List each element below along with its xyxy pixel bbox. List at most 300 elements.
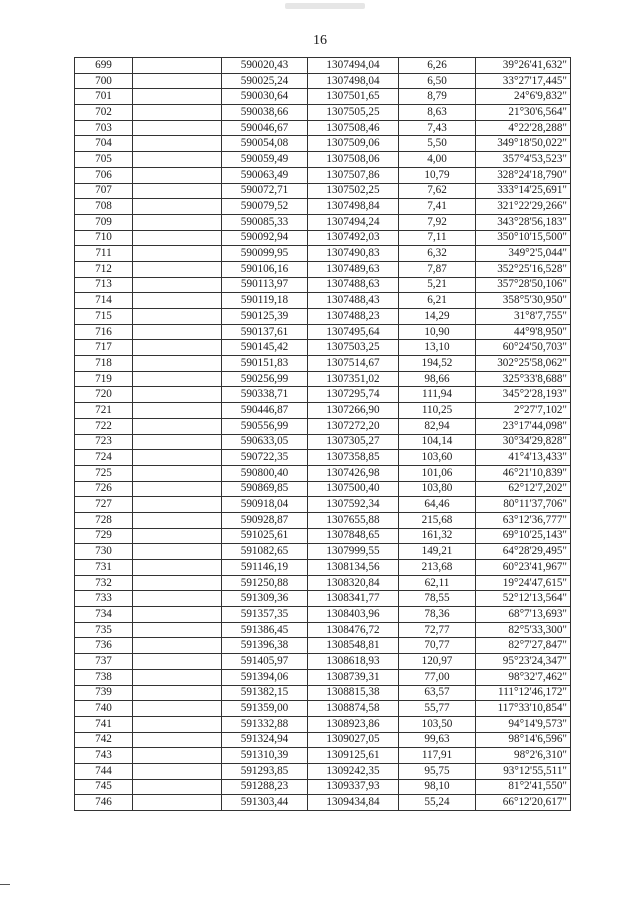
- x-coordinate-cell: 591082,65: [222, 544, 308, 560]
- empty-cell: [133, 199, 222, 215]
- table-row: [75, 575, 571, 591]
- length-cell: 10,79: [399, 167, 476, 183]
- point-number-cell: 733: [75, 591, 133, 607]
- x-coordinate-cell: 590113,97: [222, 277, 308, 293]
- table-row: [75, 105, 571, 121]
- point-number-cell: 700: [75, 73, 133, 89]
- length-cell: 5,21: [399, 277, 476, 293]
- y-coordinate-cell: 1307498,04: [308, 73, 399, 89]
- table-row: [75, 324, 571, 340]
- y-coordinate-cell: 1307272,20: [308, 418, 399, 434]
- x-coordinate-cell: 590800,40: [222, 465, 308, 481]
- empty-cell: [133, 701, 222, 717]
- bearing-cell: 80°11'37,706": [476, 497, 571, 513]
- x-coordinate-cell: 591359,00: [222, 701, 308, 717]
- point-number-cell: 735: [75, 622, 133, 638]
- empty-cell: [133, 638, 222, 654]
- bearing-cell: 111°12'46,172": [476, 685, 571, 701]
- bearing-cell: 302°25'58,062": [476, 356, 571, 372]
- x-coordinate-cell: 590054,08: [222, 136, 308, 152]
- table-row: [75, 434, 571, 450]
- x-coordinate-cell: 591288,23: [222, 779, 308, 795]
- point-number-cell: 728: [75, 512, 133, 528]
- point-number-cell: 703: [75, 120, 133, 136]
- point-number-cell: 725: [75, 465, 133, 481]
- empty-cell: [133, 214, 222, 230]
- y-coordinate-cell: 1308739,31: [308, 669, 399, 685]
- y-coordinate-cell: 1308874,58: [308, 701, 399, 717]
- table-row: [75, 246, 571, 262]
- table-row: [75, 387, 571, 403]
- bearing-cell: 333°14'25,691": [476, 183, 571, 199]
- x-coordinate-cell: 590025,24: [222, 73, 308, 89]
- length-cell: 161,32: [399, 528, 476, 544]
- bearing-cell: 81°2'41,550": [476, 779, 571, 795]
- x-coordinate-cell: 591332,88: [222, 716, 308, 732]
- y-coordinate-cell: 1307592,34: [308, 497, 399, 513]
- point-number-cell: 726: [75, 481, 133, 497]
- point-number-cell: 711: [75, 246, 133, 262]
- y-coordinate-cell: 1307999,55: [308, 544, 399, 560]
- bearing-cell: 21°30'6,564": [476, 105, 571, 121]
- edge-mark: [0, 884, 10, 885]
- empty-cell: [133, 575, 222, 591]
- x-coordinate-cell: 591293,85: [222, 763, 308, 779]
- length-cell: 14,29: [399, 309, 476, 325]
- y-coordinate-cell: 1307489,63: [308, 261, 399, 277]
- length-cell: 77,00: [399, 669, 476, 685]
- y-coordinate-cell: 1307488,63: [308, 277, 399, 293]
- y-coordinate-cell: 1308548,81: [308, 638, 399, 654]
- point-number-cell: 717: [75, 340, 133, 356]
- bearing-cell: 63°12'36,777": [476, 512, 571, 528]
- length-cell: 72,77: [399, 622, 476, 638]
- point-number-cell: 738: [75, 669, 133, 685]
- length-cell: 98,66: [399, 371, 476, 387]
- empty-cell: [133, 654, 222, 670]
- x-coordinate-cell: 590046,67: [222, 120, 308, 136]
- empty-cell: [133, 622, 222, 638]
- length-cell: 62,11: [399, 575, 476, 591]
- length-cell: 103,50: [399, 716, 476, 732]
- x-coordinate-cell: 590338,71: [222, 387, 308, 403]
- x-coordinate-cell: 590079,52: [222, 199, 308, 215]
- table-row: [75, 371, 571, 387]
- table-row: [75, 277, 571, 293]
- y-coordinate-cell: 1308134,56: [308, 560, 399, 576]
- point-number-cell: 720: [75, 387, 133, 403]
- point-number-cell: 704: [75, 136, 133, 152]
- bearing-cell: 62°12'7,202": [476, 481, 571, 497]
- table-row: [75, 183, 571, 199]
- point-number-cell: 727: [75, 497, 133, 513]
- y-coordinate-cell: 1307426,98: [308, 465, 399, 481]
- length-cell: 103,80: [399, 481, 476, 497]
- x-coordinate-cell: 591405,97: [222, 654, 308, 670]
- y-coordinate-cell: 1307490,83: [308, 246, 399, 262]
- table-row: [75, 450, 571, 466]
- table-row: [75, 638, 571, 654]
- x-coordinate-cell: 590020,43: [222, 58, 308, 74]
- x-coordinate-cell: 590446,87: [222, 403, 308, 419]
- coordinates-table: [74, 57, 571, 811]
- x-coordinate-cell: 591303,44: [222, 795, 308, 811]
- y-coordinate-cell: 1307495,64: [308, 324, 399, 340]
- y-coordinate-cell: 1307305,27: [308, 434, 399, 450]
- point-number-cell: 709: [75, 214, 133, 230]
- bearing-cell: 19°24'47,615": [476, 575, 571, 591]
- point-number-cell: 740: [75, 701, 133, 717]
- length-cell: 95,75: [399, 763, 476, 779]
- length-cell: 7,11: [399, 230, 476, 246]
- empty-cell: [133, 246, 222, 262]
- y-coordinate-cell: 1307498,84: [308, 199, 399, 215]
- empty-cell: [133, 779, 222, 795]
- x-coordinate-cell: 590092,94: [222, 230, 308, 246]
- y-coordinate-cell: 1307501,65: [308, 89, 399, 105]
- point-number-cell: 715: [75, 309, 133, 325]
- bearing-cell: 24°6'9,832": [476, 89, 571, 105]
- y-coordinate-cell: 1308476,72: [308, 622, 399, 638]
- length-cell: 82,94: [399, 418, 476, 434]
- point-number-cell: 743: [75, 748, 133, 764]
- empty-cell: [133, 418, 222, 434]
- bearing-cell: 2°27'7,102": [476, 403, 571, 419]
- table-row: [75, 779, 571, 795]
- table-row: [75, 73, 571, 89]
- y-coordinate-cell: 1307492,03: [308, 230, 399, 246]
- length-cell: 78,55: [399, 591, 476, 607]
- x-coordinate-cell: 591025,61: [222, 528, 308, 544]
- x-coordinate-cell: 591357,35: [222, 607, 308, 623]
- point-number-cell: 706: [75, 167, 133, 183]
- empty-cell: [133, 544, 222, 560]
- table-row: [75, 748, 571, 764]
- bearing-cell: 64°28'29,495": [476, 544, 571, 560]
- length-cell: 7,43: [399, 120, 476, 136]
- empty-cell: [133, 167, 222, 183]
- empty-cell: [133, 183, 222, 199]
- point-number-cell: 716: [75, 324, 133, 340]
- length-cell: 8,79: [399, 89, 476, 105]
- x-coordinate-cell: 591250,88: [222, 575, 308, 591]
- bearing-cell: 94°14'9,573": [476, 716, 571, 732]
- empty-cell: [133, 403, 222, 419]
- point-number-cell: 719: [75, 371, 133, 387]
- table-row: [75, 763, 571, 779]
- bearing-cell: 82°5'33,300": [476, 622, 571, 638]
- y-coordinate-cell: 1309337,93: [308, 779, 399, 795]
- point-number-cell: 702: [75, 105, 133, 121]
- point-number-cell: 701: [75, 89, 133, 105]
- bearing-cell: 23°17'44,098": [476, 418, 571, 434]
- point-number-cell: 741: [75, 716, 133, 732]
- empty-cell: [133, 512, 222, 528]
- point-number-cell: 729: [75, 528, 133, 544]
- empty-cell: [133, 607, 222, 623]
- table-row: [75, 340, 571, 356]
- empty-cell: [133, 795, 222, 811]
- point-number-cell: 707: [75, 183, 133, 199]
- empty-cell: [133, 748, 222, 764]
- bearing-cell: 4°22'28,288": [476, 120, 571, 136]
- x-coordinate-cell: 590918,04: [222, 497, 308, 513]
- empty-cell: [133, 73, 222, 89]
- empty-cell: [133, 230, 222, 246]
- bearing-cell: 60°23'41,967": [476, 560, 571, 576]
- point-number-cell: 714: [75, 293, 133, 309]
- bearing-cell: 343°28'56,183": [476, 214, 571, 230]
- point-number-cell: 718: [75, 356, 133, 372]
- x-coordinate-cell: 590125,39: [222, 309, 308, 325]
- length-cell: 10,90: [399, 324, 476, 340]
- table-row: [75, 309, 571, 325]
- bearing-cell: 46°21'10,839": [476, 465, 571, 481]
- length-cell: 78,36: [399, 607, 476, 623]
- bearing-cell: 93°12'55,511": [476, 763, 571, 779]
- bearing-cell: 357°4'53,523": [476, 152, 571, 168]
- x-coordinate-cell: 590072,71: [222, 183, 308, 199]
- bearing-cell: 350°10'15,500": [476, 230, 571, 246]
- table-row: [75, 607, 571, 623]
- table-row: [75, 261, 571, 277]
- page-number: 16: [313, 33, 327, 48]
- table-row: [75, 497, 571, 513]
- bearing-cell: 82°7'27,847": [476, 638, 571, 654]
- empty-cell: [133, 261, 222, 277]
- point-number-cell: 722: [75, 418, 133, 434]
- y-coordinate-cell: 1308923,86: [308, 716, 399, 732]
- table-row: [75, 701, 571, 717]
- x-coordinate-cell: 591324,94: [222, 732, 308, 748]
- empty-cell: [133, 434, 222, 450]
- y-coordinate-cell: 1307508,46: [308, 120, 399, 136]
- empty-cell: [133, 58, 222, 74]
- bearing-cell: 349°18'50,022": [476, 136, 571, 152]
- x-coordinate-cell: 590085,33: [222, 214, 308, 230]
- point-number-cell: 721: [75, 403, 133, 419]
- length-cell: 55,24: [399, 795, 476, 811]
- y-coordinate-cell: 1308341,77: [308, 591, 399, 607]
- point-number-cell: 746: [75, 795, 133, 811]
- y-coordinate-cell: 1307509,06: [308, 136, 399, 152]
- empty-cell: [133, 481, 222, 497]
- bearing-cell: 358°5'30,950": [476, 293, 571, 309]
- y-coordinate-cell: 1307500,40: [308, 481, 399, 497]
- empty-cell: [133, 277, 222, 293]
- length-cell: 6,50: [399, 73, 476, 89]
- y-coordinate-cell: 1308815,38: [308, 685, 399, 701]
- length-cell: 111,94: [399, 387, 476, 403]
- point-number-cell: 736: [75, 638, 133, 654]
- y-coordinate-cell: 1307488,43: [308, 293, 399, 309]
- x-coordinate-cell: 591396,38: [222, 638, 308, 654]
- empty-cell: [133, 340, 222, 356]
- length-cell: 13,10: [399, 340, 476, 356]
- x-coordinate-cell: 590063,49: [222, 167, 308, 183]
- length-cell: 120,97: [399, 654, 476, 670]
- empty-cell: [133, 293, 222, 309]
- table-row: [75, 120, 571, 136]
- empty-cell: [133, 716, 222, 732]
- x-coordinate-cell: 590099,95: [222, 246, 308, 262]
- empty-cell: [133, 136, 222, 152]
- table-row: [75, 795, 571, 811]
- bearing-cell: 349°2'5,044": [476, 246, 571, 262]
- table-row: [75, 481, 571, 497]
- bearing-cell: 98°32'7,462": [476, 669, 571, 685]
- y-coordinate-cell: 1307848,65: [308, 528, 399, 544]
- table-row: [75, 622, 571, 638]
- empty-cell: [133, 152, 222, 168]
- x-coordinate-cell: 590151,83: [222, 356, 308, 372]
- point-number-cell: 731: [75, 560, 133, 576]
- point-number-cell: 708: [75, 199, 133, 215]
- bearing-cell: 44°9'8,950": [476, 324, 571, 340]
- empty-cell: [133, 465, 222, 481]
- empty-cell: [133, 685, 222, 701]
- bearing-cell: 321°22'29,266": [476, 199, 571, 215]
- bearing-cell: 345°2'28,193": [476, 387, 571, 403]
- x-coordinate-cell: 590145,42: [222, 340, 308, 356]
- bearing-cell: 95°23'24,347": [476, 654, 571, 670]
- empty-cell: [133, 387, 222, 403]
- x-coordinate-cell: 590059,49: [222, 152, 308, 168]
- y-coordinate-cell: 1308403,96: [308, 607, 399, 623]
- bearing-cell: 117°33'10,854": [476, 701, 571, 717]
- bearing-cell: 52°12'13,564": [476, 591, 571, 607]
- x-coordinate-cell: 590556,99: [222, 418, 308, 434]
- point-number-cell: 730: [75, 544, 133, 560]
- point-number-cell: 724: [75, 450, 133, 466]
- x-coordinate-cell: 591394,06: [222, 669, 308, 685]
- point-number-cell: 739: [75, 685, 133, 701]
- table-row: [75, 732, 571, 748]
- bearing-cell: 31°8'7,755": [476, 309, 571, 325]
- y-coordinate-cell: 1307351,02: [308, 371, 399, 387]
- y-coordinate-cell: 1309027,05: [308, 732, 399, 748]
- empty-cell: [133, 528, 222, 544]
- bearing-cell: 68°7'13,693": [476, 607, 571, 623]
- table-row: [75, 418, 571, 434]
- point-number-cell: 732: [75, 575, 133, 591]
- bearing-cell: 60°24'50,703": [476, 340, 571, 356]
- coordinates-table-body: [75, 58, 571, 811]
- y-coordinate-cell: 1307358,85: [308, 450, 399, 466]
- length-cell: 117,91: [399, 748, 476, 764]
- y-coordinate-cell: 1308320,84: [308, 575, 399, 591]
- length-cell: 103,60: [399, 450, 476, 466]
- point-number-cell: 723: [75, 434, 133, 450]
- empty-cell: [133, 309, 222, 325]
- y-coordinate-cell: 1307494,04: [308, 58, 399, 74]
- bearing-cell: 325°33'8,688": [476, 371, 571, 387]
- table-row: [75, 89, 571, 105]
- point-number-cell: 745: [75, 779, 133, 795]
- scan-artifact: [285, 3, 365, 9]
- length-cell: 4,00: [399, 152, 476, 168]
- table-row: [75, 293, 571, 309]
- length-cell: 101,06: [399, 465, 476, 481]
- x-coordinate-cell: 590256,99: [222, 371, 308, 387]
- y-coordinate-cell: 1307494,24: [308, 214, 399, 230]
- table-row: [75, 544, 571, 560]
- length-cell: 7,62: [399, 183, 476, 199]
- table-row: [75, 403, 571, 419]
- x-coordinate-cell: 590633,05: [222, 434, 308, 450]
- x-coordinate-cell: 590106,16: [222, 261, 308, 277]
- empty-cell: [133, 356, 222, 372]
- table-row: [75, 167, 571, 183]
- y-coordinate-cell: 1307295,74: [308, 387, 399, 403]
- length-cell: 6,21: [399, 293, 476, 309]
- table-row: [75, 528, 571, 544]
- table-row: [75, 685, 571, 701]
- point-number-cell: 705: [75, 152, 133, 168]
- empty-cell: [133, 560, 222, 576]
- length-cell: 70,77: [399, 638, 476, 654]
- y-coordinate-cell: 1307488,23: [308, 309, 399, 325]
- length-cell: 5,50: [399, 136, 476, 152]
- x-coordinate-cell: 590038,66: [222, 105, 308, 121]
- y-coordinate-cell: 1309242,35: [308, 763, 399, 779]
- table-row: [75, 560, 571, 576]
- bearing-cell: 30°34'29,828": [476, 434, 571, 450]
- empty-cell: [133, 120, 222, 136]
- length-cell: 7,87: [399, 261, 476, 277]
- table-row: [75, 356, 571, 372]
- bearing-cell: 352°25'16,528": [476, 261, 571, 277]
- point-number-cell: 713: [75, 277, 133, 293]
- length-cell: 6,26: [399, 58, 476, 74]
- x-coordinate-cell: 591310,39: [222, 748, 308, 764]
- table-row: [75, 669, 571, 685]
- x-coordinate-cell: 591382,15: [222, 685, 308, 701]
- table-row: [75, 152, 571, 168]
- x-coordinate-cell: 590030,64: [222, 89, 308, 105]
- bearing-cell: 357°28'50,106": [476, 277, 571, 293]
- length-cell: 213,68: [399, 560, 476, 576]
- bearing-cell: 39°26'41,632": [476, 58, 571, 74]
- table-row: [75, 136, 571, 152]
- length-cell: 98,10: [399, 779, 476, 795]
- y-coordinate-cell: 1307507,86: [308, 167, 399, 183]
- length-cell: 6,32: [399, 246, 476, 262]
- table-row: [75, 230, 571, 246]
- bearing-cell: 98°14'6,596": [476, 732, 571, 748]
- length-cell: 110,25: [399, 403, 476, 419]
- length-cell: 104,14: [399, 434, 476, 450]
- y-coordinate-cell: 1307266,90: [308, 403, 399, 419]
- bearing-cell: 33°27'17,445": [476, 73, 571, 89]
- y-coordinate-cell: 1307655,88: [308, 512, 399, 528]
- y-coordinate-cell: 1308618,93: [308, 654, 399, 670]
- length-cell: 7,92: [399, 214, 476, 230]
- empty-cell: [133, 450, 222, 466]
- x-coordinate-cell: 590119,18: [222, 293, 308, 309]
- table-row: [75, 512, 571, 528]
- x-coordinate-cell: 591309,36: [222, 591, 308, 607]
- x-coordinate-cell: 590722,35: [222, 450, 308, 466]
- table-row: [75, 465, 571, 481]
- length-cell: 99,63: [399, 732, 476, 748]
- bearing-cell: 69°10'25,143": [476, 528, 571, 544]
- point-number-cell: 744: [75, 763, 133, 779]
- y-coordinate-cell: 1307505,25: [308, 105, 399, 121]
- bearing-cell: 66°12'20,617": [476, 795, 571, 811]
- y-coordinate-cell: 1307508,06: [308, 152, 399, 168]
- y-coordinate-cell: 1307503,25: [308, 340, 399, 356]
